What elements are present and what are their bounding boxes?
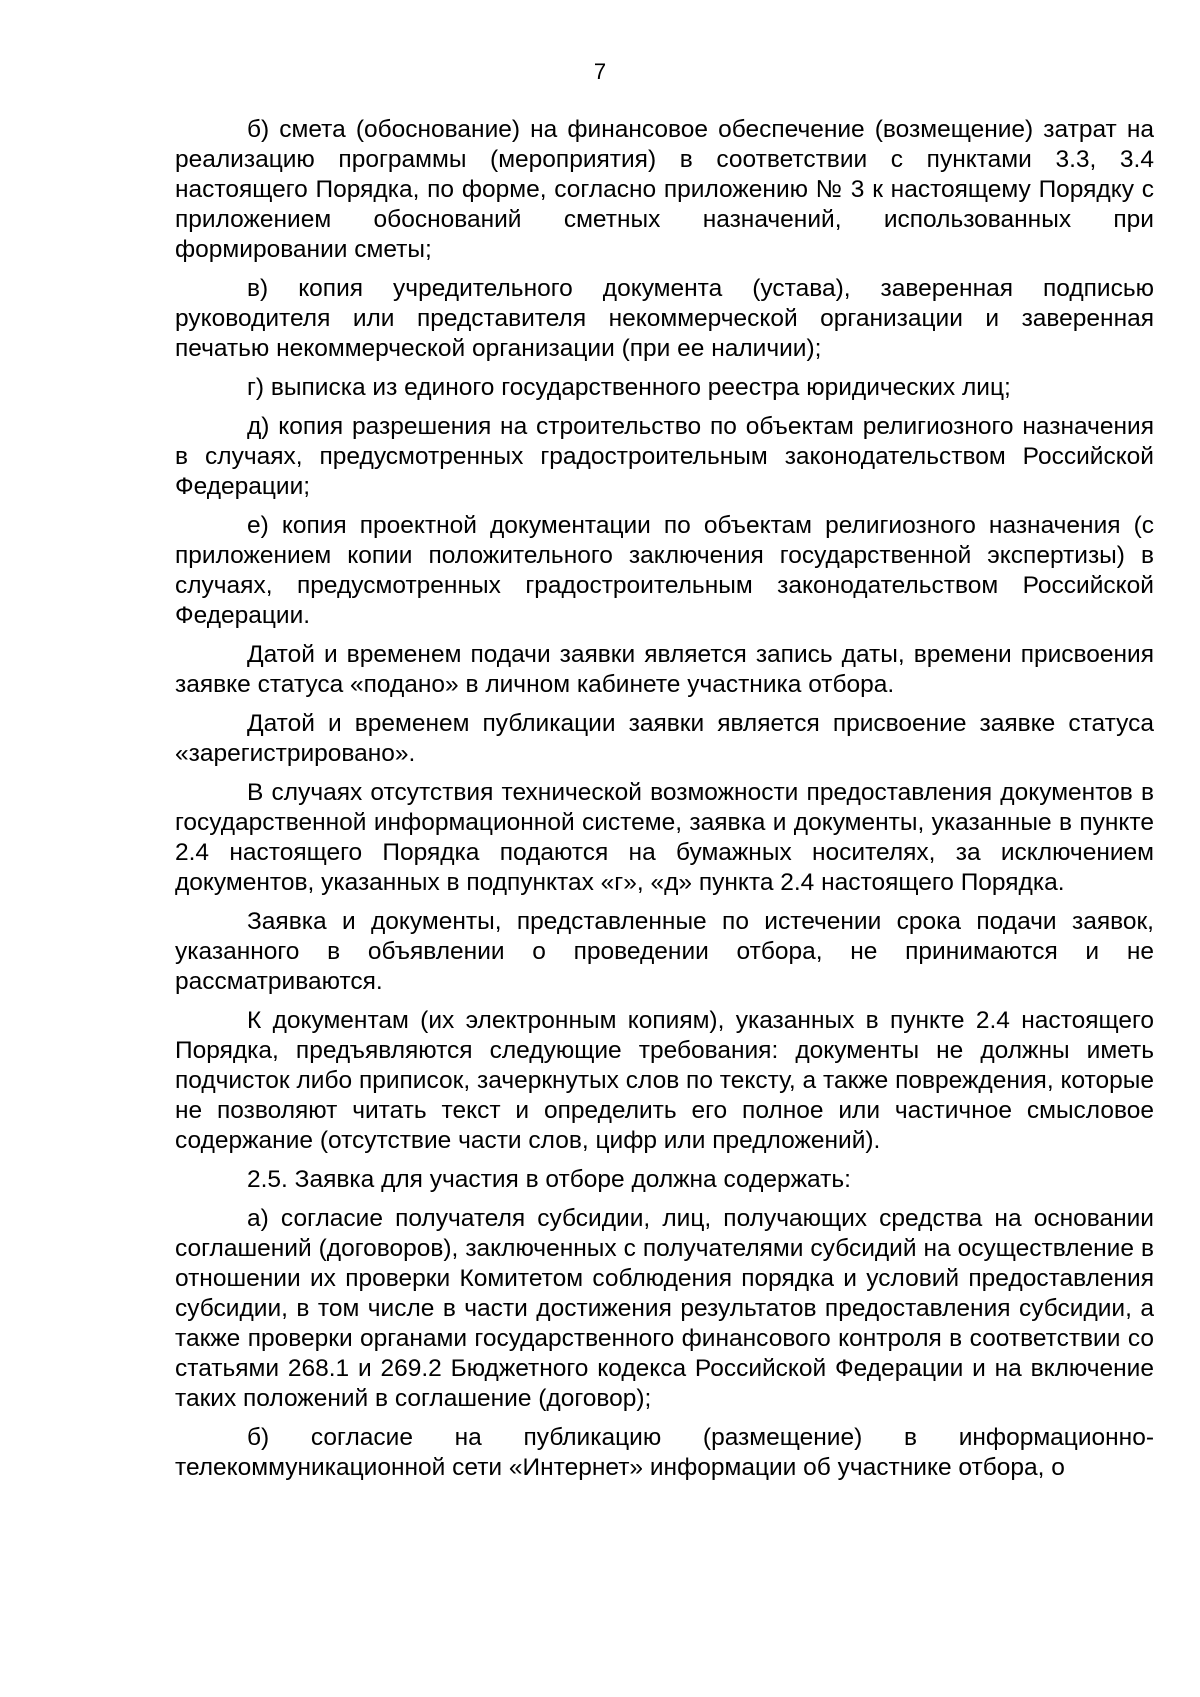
paragraph-registry-extract: г) выписка из единого государственного реестра юридических лиц; — [247, 374, 1011, 401]
paragraph-charter-copy: в) копия учредительного документа (устава), заверенная подписью руководителя или представителя некоммерческой организации и заверенная печатью некоммерческой организации (при ее наличии); — [175, 275, 1154, 362]
paragraph-project-documentation: е) копия проектной документации по объектам религиозного назначения (с приложением копии положительного заключения государственной экспертизы) в случаях, предусмотренных градостроительным законодательством Российской Федерации. — [175, 512, 1154, 629]
paragraph-estimate: б) смета (обоснование) на финансовое обеспечение (возмещение) затрат на реализацию программы (мероприятия) в соответствии с пунктами 3.3, 3.4 настоящего Порядка, по форме, согласно приложению № 3 к настоящему Порядку с приложением обоснований сметных назначений, использованных при формировании сметы; — [175, 116, 1154, 263]
paragraph-consent-inspection: а) согласие получателя субсидии, лиц, получающих средства на основании соглашений (договоров), заключенных с получателями субсидий на осуществление в отношении их проверки Комитетом соблюдения порядка и условий предоставления субсидии, в том числе в части достижения результатов предоставления субсидии, а также проверки органами государственного финансового контроля в соответствии со статьями 268.1 и 269.2 Бюджетного кодекса Российской Федерации и на включение таких положений в соглашение (договор); — [175, 1205, 1154, 1412]
paragraph-paper-submission: В случаях отсутствия технической возможности предоставления документов в государственной информационной системе, заявка и документы, указанные в пункте 2.4 настоящего Порядка подаются на бумажных носителях, за исключением документов, указанных в подпунктах «г», «д» пункта 2.4 настоящего Порядка. — [175, 779, 1154, 896]
document-body — [175, 115, 1154, 1483]
paragraph-construction-permit: д) копия разрешения на строительство по объектам религиозного назначения в случаях, предусмотренных градостроительным законодательством Российской Федерации; — [175, 413, 1154, 500]
page-number: 7 — [593, 59, 607, 84]
paragraph-consent-publication: б) согласие на публикацию (размещение) в информационно-телекоммуникационной сети «Интернет» информации об участнике отбора, о — [175, 1424, 1154, 1481]
paragraph-submission-date: Датой и временем подачи заявки является запись даты, времени присвоения заявке статуса «подано» в личном кабинете участника отбора. — [175, 641, 1154, 698]
paragraph-document-requirements: К документам (их электронным копиям), указанных в пункте 2.4 настоящего Порядка, предъявляются следующие требования: документы не должны иметь подчисток либо приписок, зачеркнутых слов по тексту, а также повреждения, которые не позволяют читать текст и определить его полное или частичное смысловое содержание (отсутствие части слов, цифр или предложений). — [175, 1007, 1154, 1154]
paragraph-section-2-5: 2.5. Заявка для участия в отборе должна содержать: — [247, 1166, 851, 1193]
paragraph-late-submission: Заявка и документы, представленные по истечении срока подачи заявок, указанного в объявлении о проведении отбора, не принимаются и не рассматриваются. — [175, 908, 1154, 995]
paragraph-publication-date: Датой и временем публикации заявки является присвоение заявке статуса «зарегистрировано». — [175, 710, 1154, 767]
